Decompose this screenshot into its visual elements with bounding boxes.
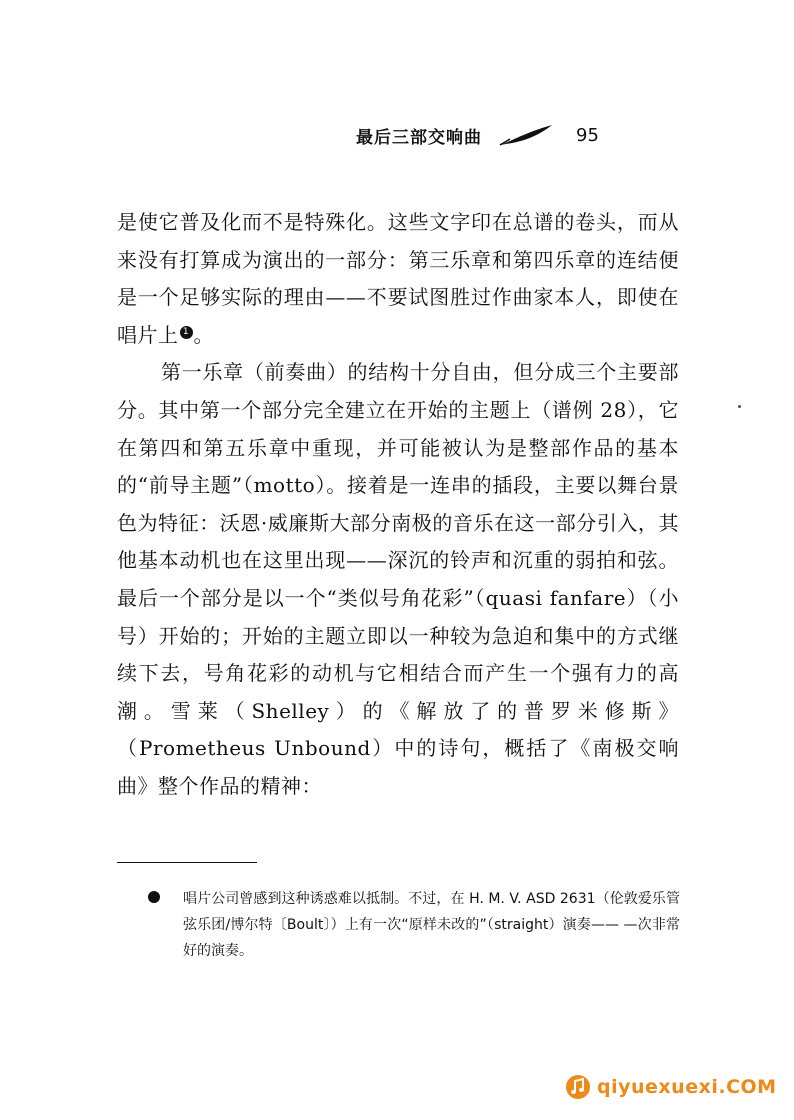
watermark-text: qiyuexuexi.COM (597, 1076, 777, 1098)
stray-mark (738, 405, 741, 408)
quill-pen-icon (498, 123, 554, 147)
footnote-marker: 1 (180, 326, 193, 339)
page-number: 95 (576, 124, 599, 146)
running-head (356, 118, 599, 152)
paragraph-1 (117, 204, 679, 354)
music-note-logo-icon (565, 1074, 591, 1100)
footnote-rule (117, 862, 257, 863)
paragraph-2: 第一乐章（前奏曲）的结构十分自由，但分成三个主要部分。其中第一个部分完全建立在开始的主题上（谱例 28），它在第四和第五乐章中重现，并可能被认为是整部作品的基本的“前导主题”（motto）。接着是一连串的插段，主要以舞台景色为特征：沃恩·威廉斯大部分南极的音乐在这一部分引入，其他基本动机也在这里出现——深沉的铃声和沉重的弱拍和弦。最后一个部分是以一个“类似号角花彩”（quasi fanfare）（小号）开始的；开始的主题立即以一种较为急迫和集中的方式继续下去，号角花彩的动机与它相结合而产生一个强有力的高潮。雪莱（Shelley）的《解放了的普罗米修斯》（Prometheus Unbound）中的诗句，概括了《南极交响曲》整个作品的精神： (117, 360, 679, 798)
paragraph-1-text: 是使它普及化而不是特殊化。这些文字印在总谱的卷头，而从来没有打算成为演出的一部分：第三乐章和第四乐章的连结便是一个足够实际的理由——不要试图胜过作曲家本人，即使在唱片上 (117, 210, 679, 347)
footnote-bullet-icon (148, 891, 160, 903)
body-text (117, 204, 679, 806)
footnote-text: 唱片公司曾感到这种诱惑难以抵制。不过，在 H. M. V. ASD 2631（伦敦爱乐管弦乐团/博尔特〔Boult〕）上有一次“原样未改的”（straight）演奏—— —次非常好的演奏。 (183, 891, 680, 959)
running-title: 最后三部交响曲 (356, 127, 482, 148)
watermark (565, 1067, 777, 1107)
footnote (152, 886, 680, 964)
paragraph-1-end: 。 (193, 322, 214, 347)
